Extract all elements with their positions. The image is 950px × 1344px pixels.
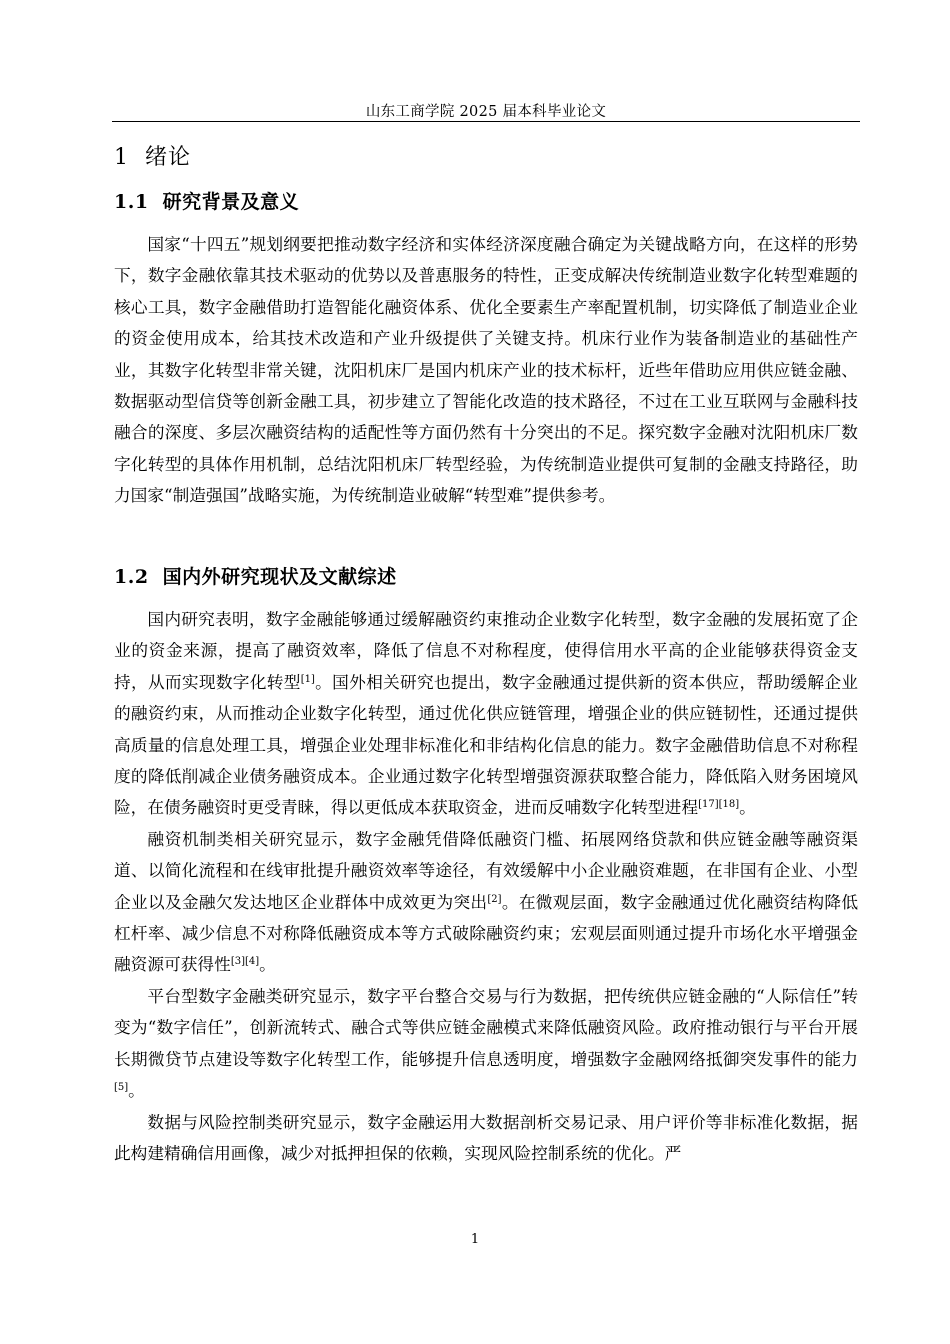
paragraph-text: 。	[739, 797, 756, 818]
paragraph	[114, 981, 858, 1107]
running-header: 山东工商学院 2025 届本科毕业论文	[365, 104, 607, 120]
chapter-number: 1	[114, 145, 129, 170]
header-rule	[112, 121, 860, 122]
citation: [17][18]	[698, 799, 740, 811]
paragraph-text: 融资机制类相关研究显示，数字金融凭借降低融资门槛、拓展网络贷款和供应链金融等融资渠道、以简化流程和在线审批提升融资效率等途径，有效缓解中小企业融资难题，在非国有企业、小型企业以及金融欠发达地区企业群体中成效更为突出	[114, 828, 858, 912]
paragraph-text: 。	[259, 954, 276, 975]
section-1-2-body	[114, 604, 858, 1169]
page-number: 1	[470, 1232, 480, 1247]
section-number: 1.2	[114, 566, 149, 588]
citation: [5]	[114, 1082, 129, 1094]
paragraph-text: 平台型数字金融类研究显示，数字平台整合交易与行为数据，把传统供应链金融的“人际信任”转变为“数字信任”，创新流转式、融合式等供应链金融模式来降低融资风险。政府推动银行与平台开展长期微贷节点建设等数字化转型工作，能够提升信息透明度，增强数字金融网络抵御突发事件的能力	[114, 985, 858, 1069]
citation: [2]	[487, 893, 502, 905]
paragraph: 数据与风险控制类研究显示，数字金融运用大数据剖析交易记录、用户评价等非标准化数据，据此构建精确信用画像，减少对抵押担保的依赖，实现风险控制系统的优化。严	[114, 1111, 858, 1163]
section-title: 研究背景及意义	[162, 191, 300, 213]
paragraph	[114, 824, 858, 981]
paragraph-text: 。国外相关研究也提出，数字金融通过提供新的资本供应，帮助缓解企业的融资约束，从而推动企业数字化转型，通过优化供应链管理，增强企业的供应链韧性，还通过提供高质量的信息处理工具，增强企业处理非标准化和非结构化信息的能力。数字金融借助信息不对称程度的降低削减企业债务融资成本。企业通过数字化转型增强资源获取整合能力，降低陷入财务困境风险，在债务融资时更受青睐，得以更低成本获取资金，进而反哺数字化转型进程	[114, 671, 858, 818]
paragraph-text: 。在微观层面，数字金融通过优化融资结构降低杠杆率、减少信息不对称降低融资成本等方式破除融资约束；宏观层面则通过提升市场化水平增强金融资源可获得性	[114, 891, 859, 975]
section-number: 1.1	[114, 191, 149, 213]
citation: [1]	[300, 673, 315, 685]
paragraph	[114, 604, 858, 824]
paragraph-text: 。	[128, 1080, 145, 1101]
citation: [3][4]	[230, 956, 260, 968]
chapter-title: 绪论	[145, 145, 192, 170]
section-heading-1-1	[114, 187, 299, 214]
chapter-heading	[114, 140, 191, 171]
paragraph: 国家“十四五”规划纲要把推动数字经济和实体经济深度融合确定为关键战略方向，在这样的形势下，数字金融依靠其技术驱动的优势以及普惠服务的特性，正变成解决传统制造业数字化转型难题的核心工具，数字金融借助打造智能化融资体系、优化全要素生产率配置机制，切实降低了制造业企业的资金使用成本，给其技术改造和产业升级提供了关键支持。机床行业作为装备制造业的基础性产业，其数字化转型非常关键，沈阳机床厂是国内机床产业的技术标杆，近些年借助应用供应链金融、数据驱动型信贷等创新金融工具，初步建立了智能化改造的技术路径，不过在工业互联网与金融科技融合的深度、多层次融资结构的适配性等方面仍然有十分突出的不足。探究数字金融对沈阳机床厂数字化转型的具体作用机制，总结沈阳机床厂转型经验，为传统制造业提供可复制的金融支持路径，助力国家“制造强国”战略实施，为传统制造业破解“转型难”提供参考。	[114, 234, 858, 506]
section-heading-1-2	[114, 562, 397, 589]
section-title: 国内外研究现状及文献综述	[162, 566, 397, 588]
paragraph-text: 国内研究表明，数字金融能够通过缓解融资约束推动企业数字化转型，数字金融的发展拓宽了企业的资金来源，提高了融资效率，降低了信息不对称程度，使得信用水平高的企业能够获得资金支持，从而实现数字化转型	[114, 609, 858, 692]
section-1-1-body	[114, 229, 858, 512]
